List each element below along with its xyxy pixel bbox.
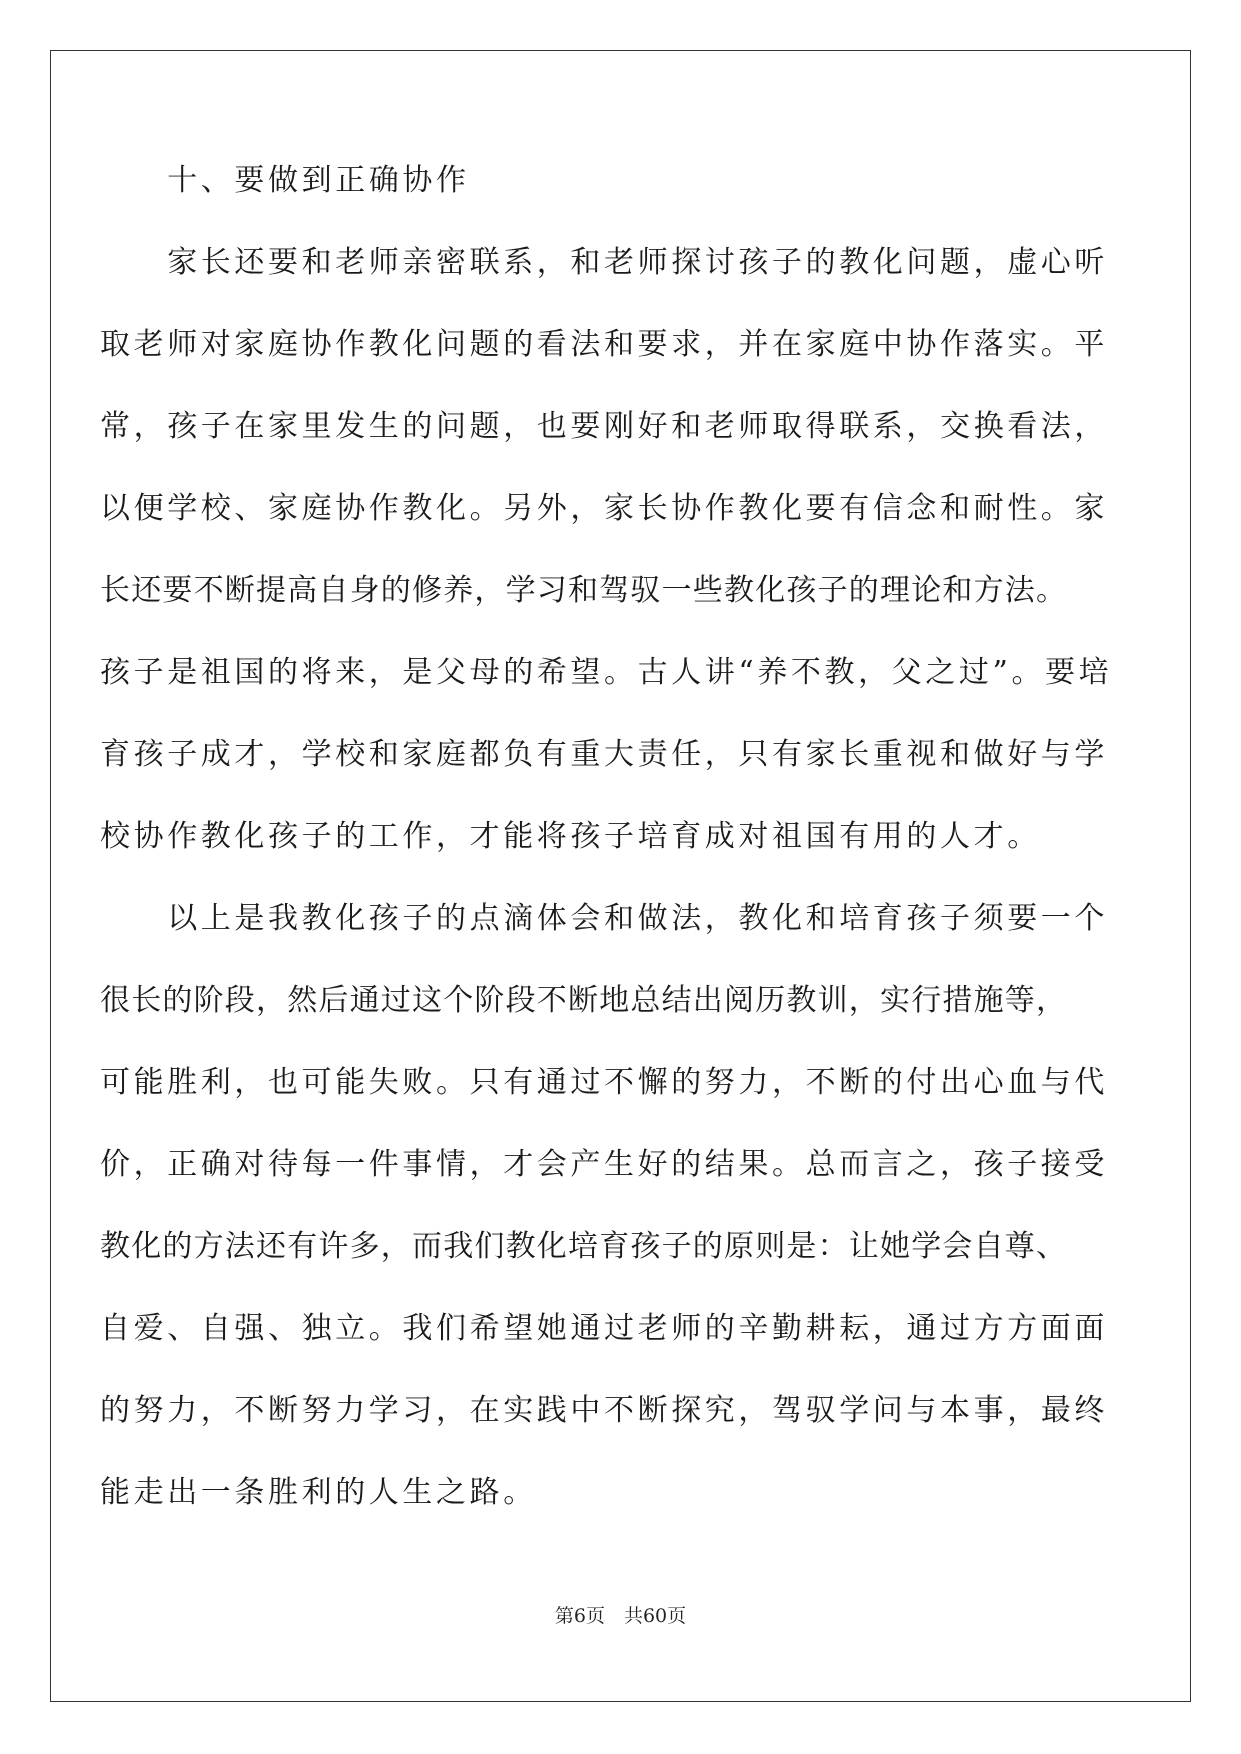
text-line: 教化的方法还有许多，而我们教化培育孩子的原则是：让她学会自尊、 — [100, 1229, 1068, 1264]
text-line: 孩子是祖国的将来，是父母的希望。古人讲“养不教，父之过”。要培 — [100, 655, 1113, 690]
text-line: 很长的阶段，然后通过这个阶段不断地总结出阅历教训，实行措施等， — [100, 983, 1068, 1018]
text-line: 价，正确对待每一件事情，才会产生好的结果。总而言之，孩子接受 — [100, 1147, 1108, 1182]
text-line: 以便学校、家庭协作教化。另外，家长协作教化要有信念和耐性。家 — [100, 491, 1108, 526]
text-line: 育孩子成才，学校和家庭都负有重大责任，只有家长重视和做好与学 — [100, 737, 1108, 772]
text-line: 能走出一条胜利的人生之路。 — [100, 1475, 537, 1510]
text-line: 长还要不断提高自身的修养，学习和驾驭一些教化孩子的理论和方法。 — [100, 573, 1068, 608]
text-line: 常，孩子在家里发生的问题，也要刚好和老师取得联系，交换看法， — [100, 409, 1108, 444]
text-line: 的努力，不断努力学习，在实践中不断探究，驾驭学问与本事，最终 — [100, 1393, 1108, 1428]
text-line: 可能胜利，也可能失败。只有通过不懈的努力，不断的付出心血与代 — [100, 1065, 1108, 1100]
text-line: 校协作教化孩子的工作，才能将孩子培育成对祖国有用的人才。 — [100, 819, 1041, 854]
text-line: 取老师对家庭协作教化问题的看法和要求，并在家庭中协作落实。平 — [100, 327, 1108, 362]
text-line: 以上是我教化孩子的点滴体会和做法，教化和培育孩子须要一个 — [100, 901, 1108, 936]
page-number: 第6页 共60页 — [554, 1605, 687, 1627]
section-heading: 十、要做到正确协作 — [100, 163, 470, 198]
document-body — [100, 140, 1113, 1534]
text-line: 家长还要和老师亲密联系，和老师探讨孩子的教化问题，虚心听 — [100, 245, 1108, 280]
text-line: 自爱、自强、独立。我们希望她通过老师的辛勤耕耘，通过方方面面 — [100, 1311, 1108, 1346]
